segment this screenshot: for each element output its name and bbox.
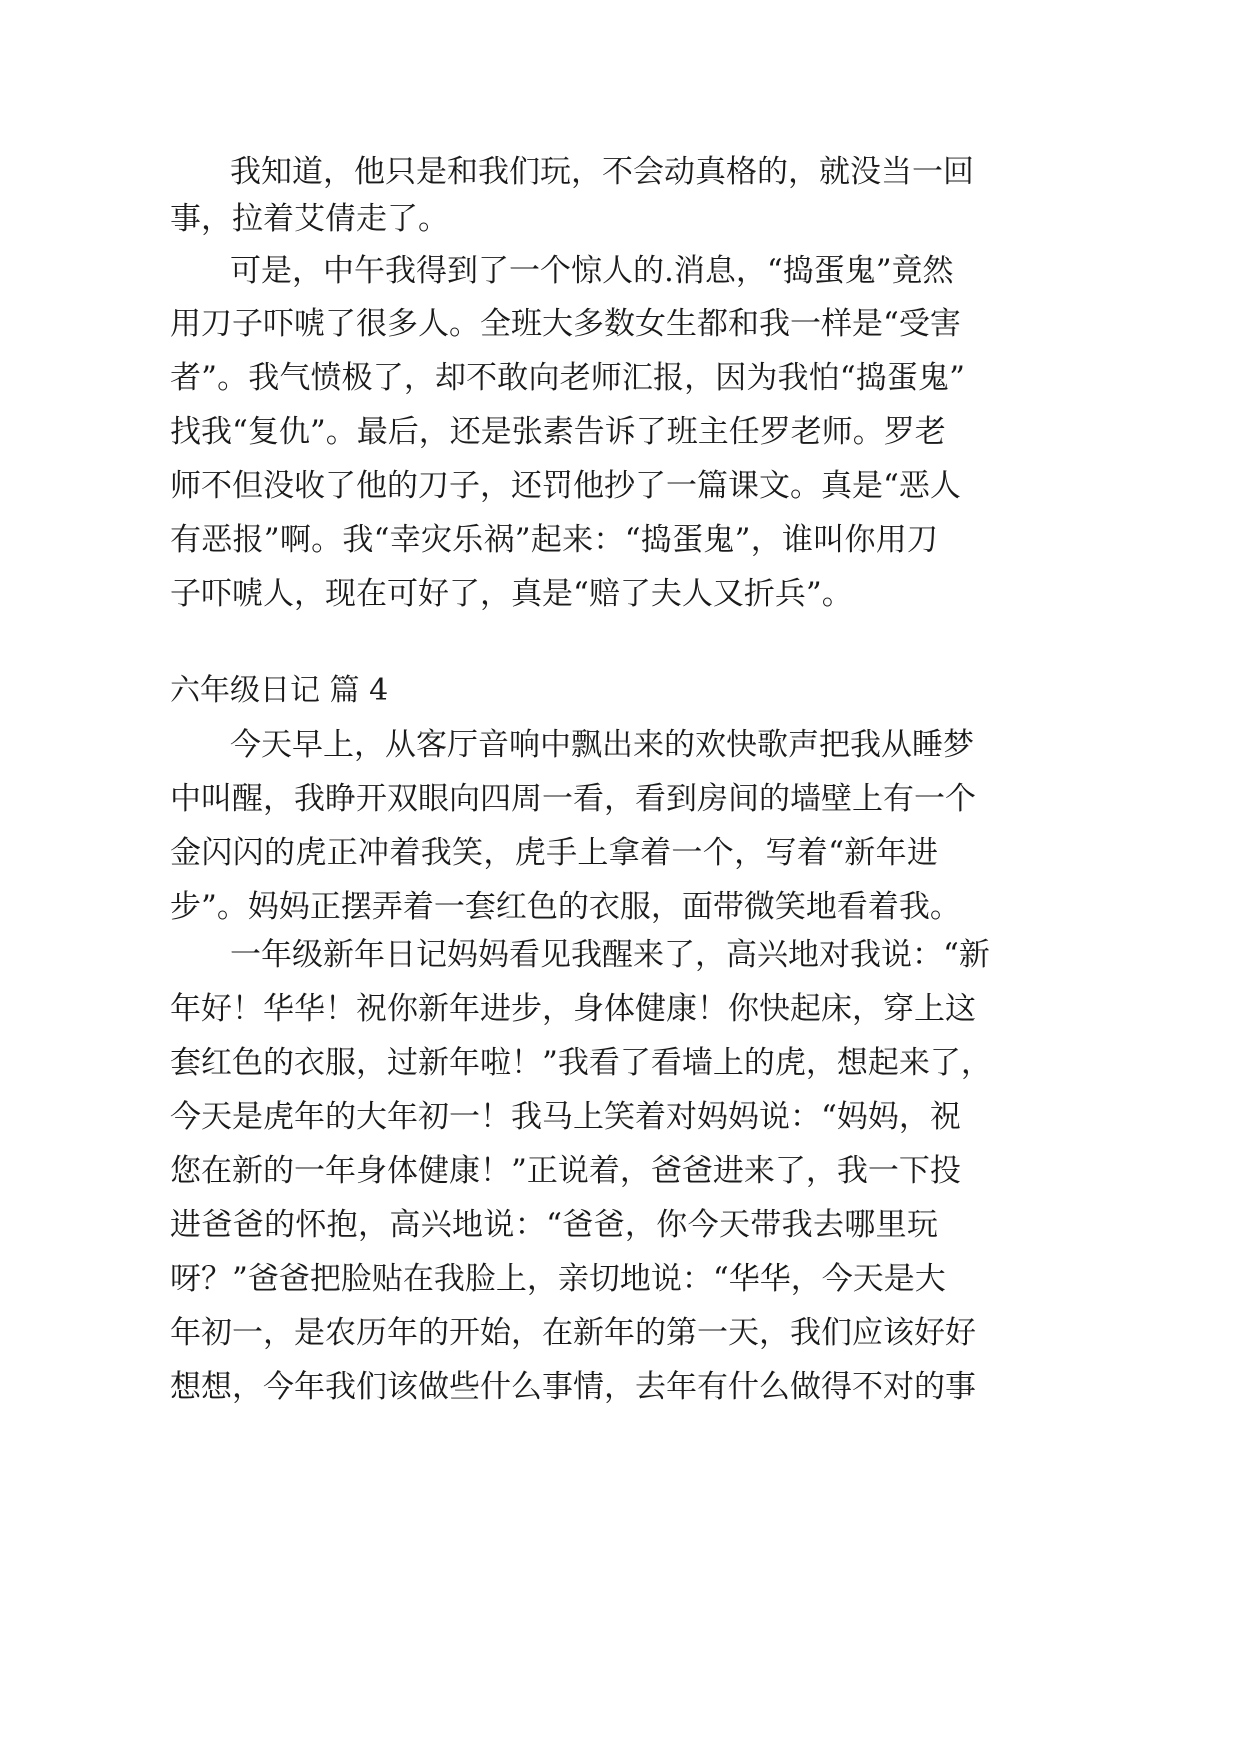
paragraph-4-line-6: 进爸爸的怀抱，高兴地说：“爸爸，你今天带我去哪里玩 bbox=[170, 1207, 938, 1243]
paragraph-3-line-4: 步”。妈妈正摆弄着一套红色的衣服，面带微笑地看着我。 bbox=[170, 889, 961, 925]
paragraph-1-line-1: 我知道，他只是和我们玩，不会动真格的，就没当一回 bbox=[230, 154, 974, 190]
paragraph-4-line-1: 一年级新年日记妈妈看见我醒来了，高兴地对我说：“新 bbox=[230, 937, 990, 973]
paragraph-4-line-7: 呀？”爸爸把脸贴在我脸上，亲切地说：“华华，今天是大 bbox=[170, 1261, 946, 1297]
paragraph-4-line-4: 今天是虎年的大年初一！我马上笑着对妈妈说：“妈妈，祝 bbox=[170, 1099, 961, 1135]
paragraph-4-line-8: 年初一，是农历年的开始，在新年的第一天，我们应该好好 bbox=[170, 1315, 976, 1351]
paragraph-2-line-7: 子吓唬人，现在可好了，真是“赔了夫人又折兵”。 bbox=[170, 576, 853, 612]
paragraph-2-line-2: 用刀子吓唬了很多人。全班大多数女生都和我一样是“受害 bbox=[170, 306, 961, 342]
paragraph-3-line-2: 中叫醒，我睁开双眼向四周一看，看到房间的墙壁上有一个 bbox=[170, 781, 976, 817]
paragraph-1-line-2: 事，拉着艾倩走了。 bbox=[170, 201, 449, 237]
paragraph-2-line-5: 师不但没收了他的刀子，还罚他抄了一篇课文。真是“恶人 bbox=[170, 468, 961, 504]
paragraph-2-line-6: 有恶报”啊。我“幸灾乐祸”起来：“捣蛋鬼”，谁叫你用刀 bbox=[170, 522, 938, 558]
paragraph-4-line-9: 想想，今年我们该做些什么事情，去年有什么做得不对的事 bbox=[170, 1369, 976, 1405]
paragraph-2-line-4: 找我“复仇”。最后，还是张素告诉了班主任罗老师。罗老 bbox=[170, 414, 946, 450]
paragraph-2-line-1: 可是，中午我得到了一个惊人的.消息，“捣蛋鬼”竟然 bbox=[230, 253, 954, 289]
paragraph-2-line-3: 者”。我气愤极了，却不敢向老师汇报，因为我怕“捣蛋鬼” bbox=[170, 360, 965, 396]
section-heading: 六年级日记 篇 4 bbox=[170, 673, 389, 708]
paragraph-4-line-3: 套红色的衣服，过新年啦！”我看了看墙上的虎，想起来了， bbox=[170, 1045, 992, 1081]
paragraph-3-line-3: 金闪闪的虎正冲着我笑，虎手上拿着一个，写着“新年进 bbox=[170, 835, 938, 871]
paragraph-4-line-5: 您在新的一年身体健康！”正说着，爸爸进来了，我一下投 bbox=[170, 1153, 961, 1189]
paragraph-3-line-1: 今天早上，从客厅音响中飘出来的欢快歌声把我从睡梦 bbox=[230, 727, 974, 763]
paragraph-4-line-2: 年好！华华！祝你新年进步，身体健康！你快起床，穿上这 bbox=[170, 991, 976, 1027]
